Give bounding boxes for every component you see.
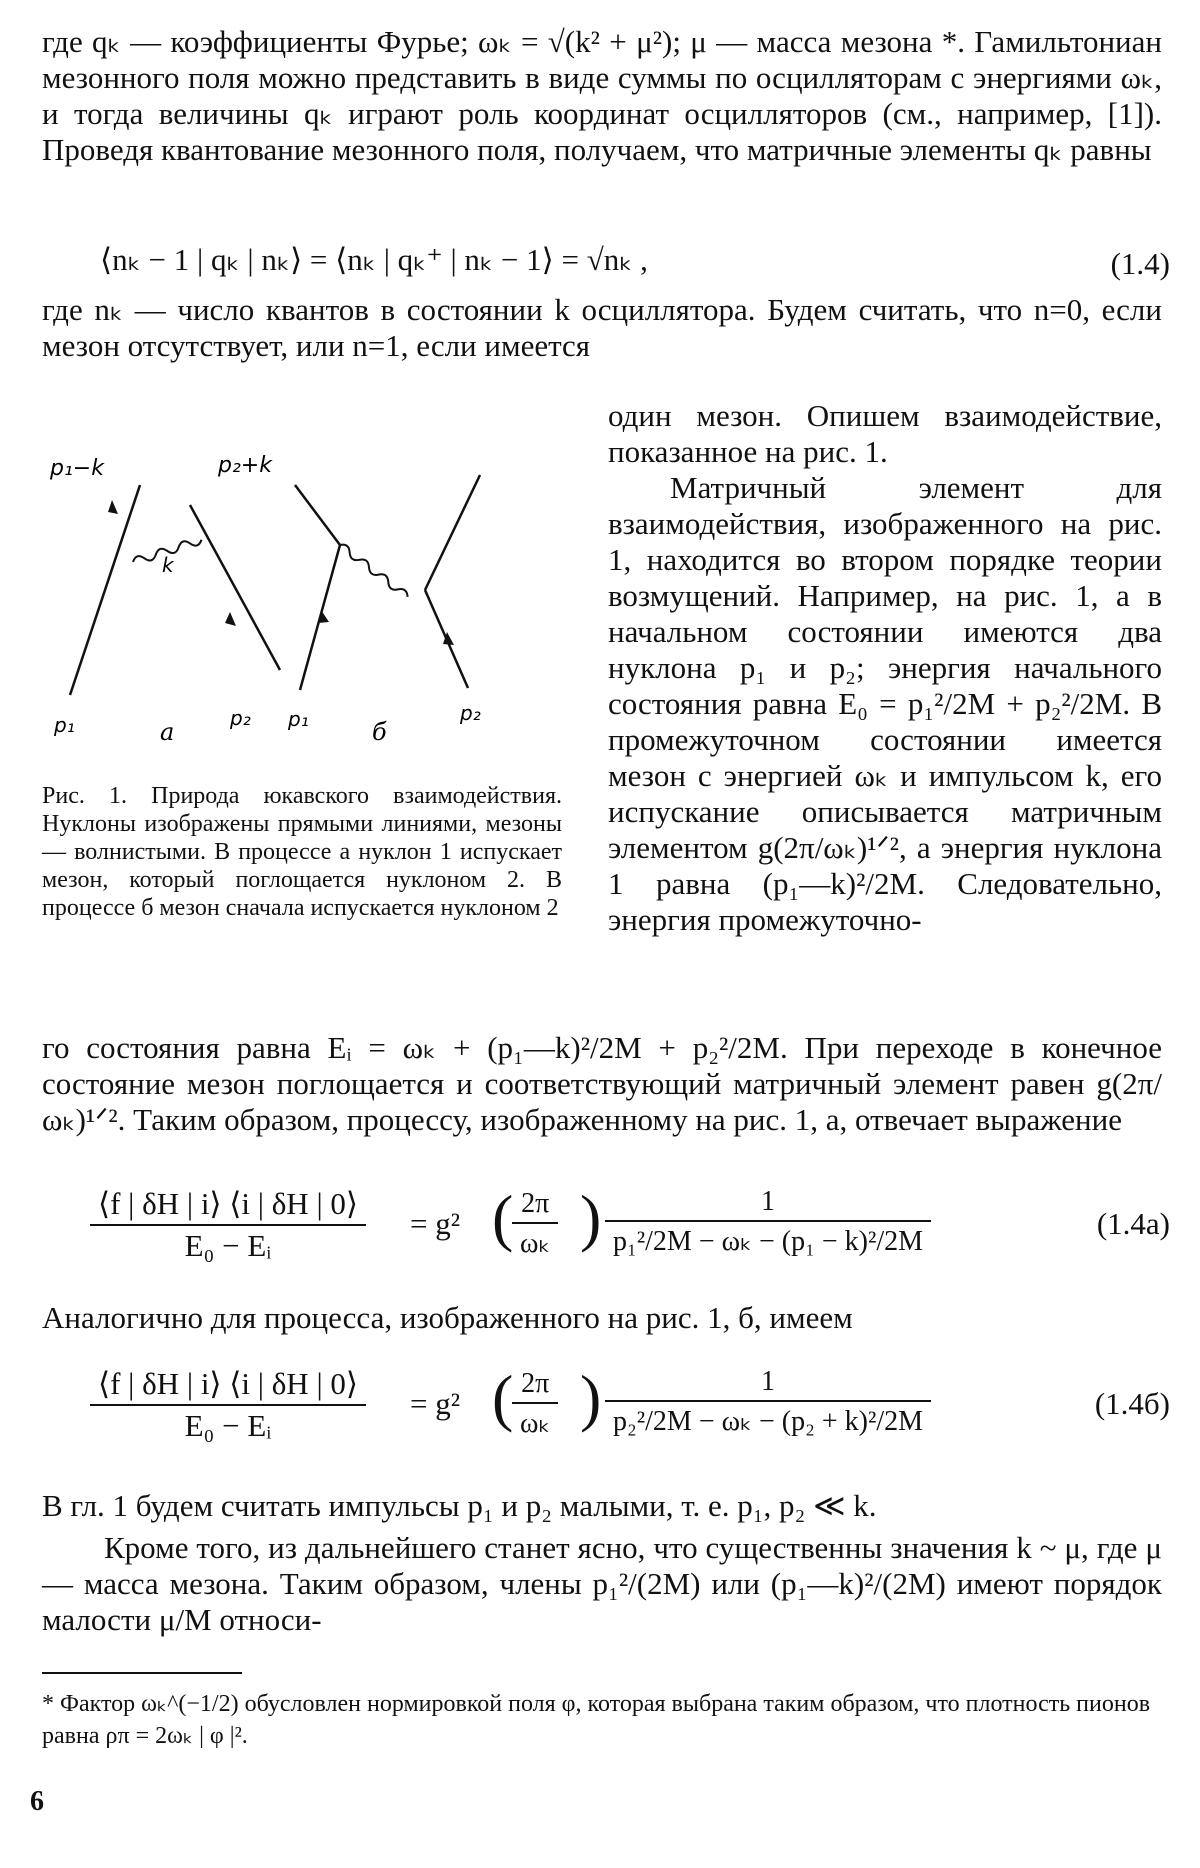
diagram-b-nucleon-line-1-upper — [295, 485, 340, 545]
eq14b-pi-fraction — [512, 1368, 558, 1440]
label-b: б — [372, 718, 387, 746]
label-b-bottom-right: p₂ — [460, 701, 481, 725]
eq14b-rhs-numerator: 1 — [605, 1366, 931, 1402]
eq14b-pi-numerator: 2π — [512, 1368, 558, 1404]
label-a-top-left: p₁−k — [50, 456, 104, 481]
figure-caption: Рис. 1. Природа юкавского взаимодействия. Нуклоны изображены прямыми линиями, мезоны — волнистыми. В процессе а нуклон 1 испускает мезон, который поглощается нуклоном 2. В процессе б мезон сначала испускается нуклоном 2 — [42, 783, 562, 921]
label-a-top-right: p₂+k — [218, 453, 272, 478]
eq14a-pi-fraction — [512, 1188, 558, 1260]
paragraph-meson-mass: Кроме того, из дальнейшего станет ясно, что существенны значения k ~ μ, где μ — масса мезона. Таким образом, члены p₁²/(2M) или (p₁—k)²/(2M) имеют порядок малости μ/M относи- — [42, 1530, 1162, 1637]
label-a-bottom-right: p₂ — [230, 706, 251, 730]
paragraph-intermediate-state: го состояния равна Eᵢ = ωₖ + (p₁—k)²/2M + p₂²/2M. При переходе в конечное состояние мезон поглощается и соответствующий матричный элемент равен g(2π/ωₖ)¹ᐟ². Таким образом, процессу, изображенному на рис. 1, а, отвечает выражение — [42, 1030, 1162, 1137]
eq14b-rhs-fraction — [605, 1366, 931, 1438]
diagram-b-nucleon-line-2-upper — [425, 475, 480, 590]
equation-number-1-4: (1.4) — [1110, 246, 1170, 281]
eq14a-rhs-denominator: p₁²/2M − ωₖ − (p₁ − k)²/2M — [613, 1226, 924, 1257]
footnote: * Фактор ωₖ^(−1/2) обусловлен нормировкой поля φ, которая выбрана таким образом, что плотность пионов равна ρπ = 2ωₖ | φ |². — [42, 1691, 1151, 1749]
diagram-b-arrow-1 — [318, 610, 329, 623]
eq14b-lhs-denominator: E₀ − Eᵢ — [184, 1408, 272, 1443]
eq14b-lhs-numerator: ⟨f | δH | i⟩ ⟨i | δH | 0⟩ — [90, 1366, 366, 1406]
paragraph-analogous: Аналогично для процесса, изображенного на рис. 1, б, имеем — [42, 1300, 853, 1335]
eq14a-lhs-numerator: ⟨f | δH | i⟩ ⟨i | δH | 0⟩ — [90, 1186, 366, 1226]
page-number: 6 — [30, 1786, 44, 1817]
equation-1-4a — [60, 1180, 1170, 1280]
eq14a-pi-denominator: ωₖ — [520, 1228, 551, 1259]
eq14a-left-paren: ( — [492, 1182, 514, 1253]
diagram-a-arrow-1 — [108, 500, 118, 514]
diagram-b-meson-wavy-line — [333, 543, 415, 598]
diagram-a-nucleon-line-1 — [70, 485, 140, 695]
eq14b-pi-denominator: ωₖ — [520, 1408, 551, 1439]
eq14b-left-paren: ( — [492, 1362, 514, 1433]
equation-number-1-4b: (1.4б) — [1094, 1386, 1170, 1421]
equation-1-4-body: ⟨nₖ − 1 | qₖ | nₖ⟩ = ⟨nₖ | qₖ⁺ | nₖ − 1⟩ = √nₖ , — [100, 242, 648, 277]
eq14a-lhs-denominator: E₀ − Eᵢ — [184, 1228, 272, 1263]
equation-number-1-4a: (1.4а) — [1096, 1206, 1170, 1241]
eq14b-lhs-fraction — [90, 1366, 366, 1444]
paragraph-small-momenta: В гл. 1 будем считать импульсы p₁ и p₂ малыми, т. е. p₁, p₂ ≪ k. — [42, 1488, 877, 1523]
paragraph-matrix-element: Матричный элемент для взаимодействия, изображенного на рис. 1, находится во втором порядке теории возмущений. Например, на рис. 1, а в начальном состоянии имеются два нуклона p₁ и p₂; энергия начального состояния равна E₀ = p₁²/2M + p₂²/2M. В промежуточном состоянии имеется мезон с энергией ωₖ и импульсом k, его испускание описывается матричным элементом g(2π/ωₖ)¹ᐟ², а энергия нуклона 1 равна (p₁—k)²/2M. Следовательно, энергия промежуточно- — [608, 470, 1162, 937]
eq14b-coefficient: = g² — [410, 1386, 461, 1421]
eq14a-rhs-fraction — [605, 1186, 931, 1258]
equation-1-4b — [60, 1360, 1170, 1460]
label-a: а — [160, 718, 175, 746]
footnote-rule — [42, 1672, 242, 1674]
equation-1-4 — [60, 240, 1170, 290]
paragraph-intro: где qₖ — коэффициенты Фурье; ωₖ = √(k² + μ²); μ — масса мезона *. Гамильтониан мезонного поля можно представить в виде суммы по осцилляторам с энергиями ωₖ, и тогда величины qₖ играют роль координат осцилляторов (см., например, [1]). Проведя квантование мезонного поля, получаем, что матричные элементы qₖ равны — [42, 24, 1162, 167]
paragraph-right-intro: один мезон. Опишем взаимодействие, показанное на рис. 1. — [608, 398, 1162, 469]
eq14b-rhs-denominator: p₂²/2M − ωₖ − (p₂ + k)²/2M — [613, 1406, 924, 1437]
eq14b-right-paren: ) — [580, 1362, 602, 1433]
eq14a-lhs-fraction — [90, 1186, 366, 1264]
eq14a-coefficient: = g² — [410, 1206, 461, 1241]
label-a-k: k — [162, 553, 174, 577]
diagram-a-nucleon-line-2 — [190, 505, 280, 670]
diagram-a-arrow-2 — [225, 612, 236, 626]
label-a-bottom-left: p₁ — [54, 713, 75, 737]
paragraph-quanta: где nₖ — число квантов в состоянии k осциллятора. Будем считать, что n=0, если мезон отсутствует, или n=1, если имеется — [42, 292, 1162, 363]
eq14a-right-paren: ) — [580, 1182, 602, 1253]
eq14a-rhs-numerator: 1 — [605, 1186, 931, 1222]
eq14a-pi-numerator: 2π — [512, 1188, 558, 1224]
figure-feynman-diagrams — [40, 440, 610, 750]
label-b-bottom-left: p₁ — [288, 707, 309, 731]
